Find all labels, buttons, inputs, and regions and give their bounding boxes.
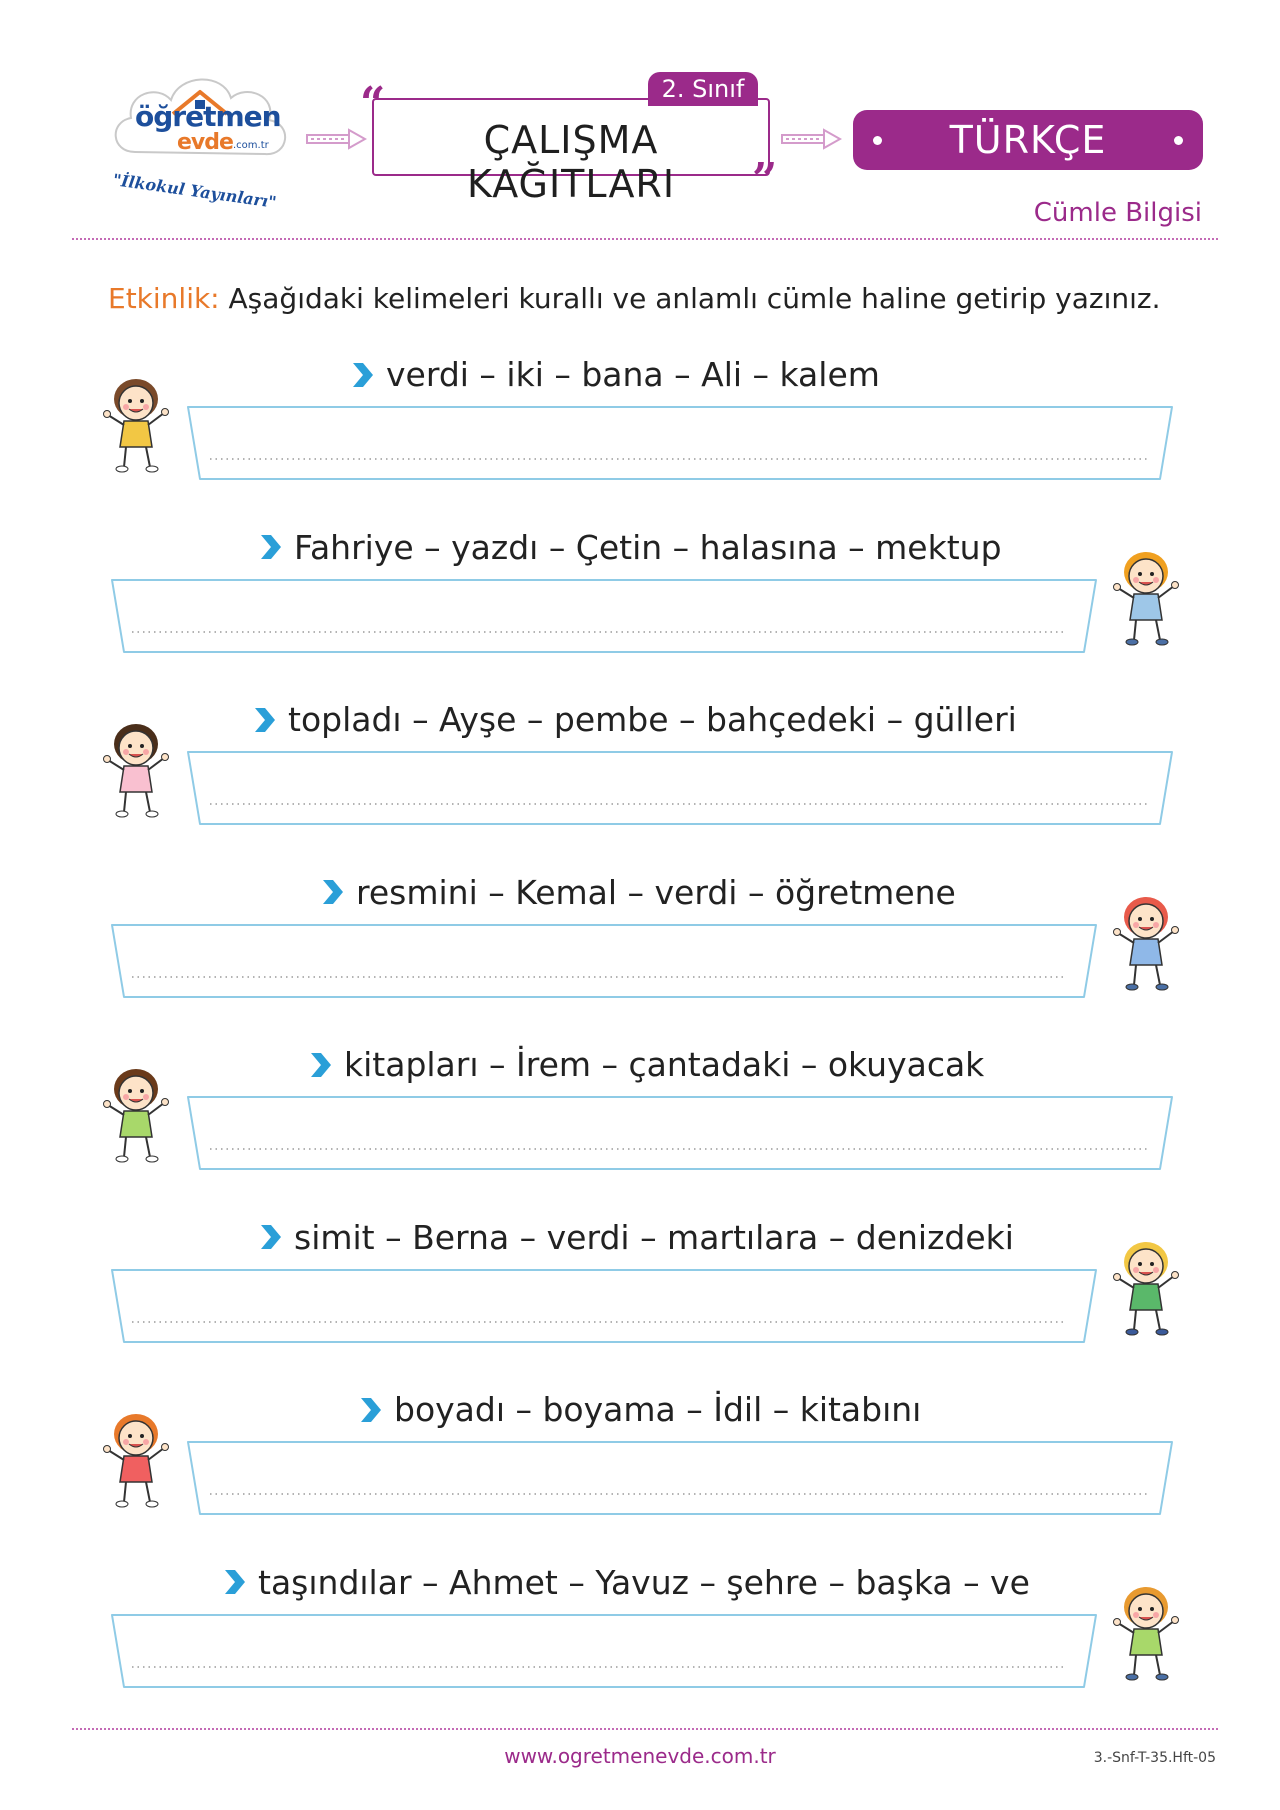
topic-label: Cümle Bilgisi xyxy=(1033,198,1202,228)
exercise-words xyxy=(320,873,956,912)
logo-brand-line1: öğretmen xyxy=(135,100,281,133)
answer-line[interactable] xyxy=(170,403,1180,483)
arrow-right-icon xyxy=(305,128,367,150)
subject-label: TÜRKÇE xyxy=(949,118,1107,162)
exercise-words xyxy=(350,355,880,394)
instruction-label: Etkinlik: xyxy=(108,282,220,315)
arrow-right-icon xyxy=(780,128,842,150)
child-illustration xyxy=(1106,1575,1186,1689)
answer-line[interactable] xyxy=(170,1093,1180,1173)
exercise-words xyxy=(258,1218,1014,1257)
exercise-words-text: taşındılar – Ahmet – Yavuz – şehre – başka – ve xyxy=(258,1562,1030,1602)
child-illustration xyxy=(1106,540,1186,654)
answer-line[interactable] xyxy=(104,1611,1114,1691)
chevron-right-icon xyxy=(252,705,278,735)
exercise-words-text: verdi – iki – bana – Ali – kalem xyxy=(386,355,880,394)
chevron-right-icon xyxy=(258,532,284,562)
exercise-words xyxy=(358,1390,921,1429)
chevron-right-icon xyxy=(358,1395,384,1425)
chevron-right-icon xyxy=(258,1222,284,1252)
chevron-right-icon xyxy=(222,1567,248,1597)
chevron-right-icon xyxy=(308,1050,334,1080)
instruction xyxy=(108,282,1161,315)
quote-open-mark: “ xyxy=(360,78,386,129)
logo-brand-line2: evde xyxy=(177,130,233,155)
divider-top xyxy=(72,238,1218,240)
title-box xyxy=(372,98,770,206)
exercise-words-text: simit – Berna – verdi – martılara – denizdeki xyxy=(294,1217,1014,1257)
chevron-right-icon xyxy=(350,360,376,390)
answer-line[interactable] xyxy=(170,1438,1180,1518)
exercise-words-text: resmini – Kemal – verdi – öğretmene xyxy=(356,872,956,912)
exercise-words-text: topladı – Ayşe – pembe – bahçedeki – gülleri xyxy=(288,700,1017,739)
grade-badge: 2. Sınıf xyxy=(648,72,758,106)
instruction-text: Aşağıdaki kelimeleri kurallı ve anlamlı cümle haline getirip yazınız. xyxy=(228,282,1161,315)
logo-brand-domain: .com.tr xyxy=(233,140,269,151)
page-title: ÇALIŞMA KAĞITLARI xyxy=(466,118,676,206)
exercise-words-text: kitapları – İrem – çantadaki – okuyacak xyxy=(344,1045,985,1084)
child-illustration xyxy=(96,1057,176,1171)
logo-tagline: "İlkokul Yayınları" xyxy=(111,170,278,212)
answer-line[interactable] xyxy=(104,921,1114,1001)
exercise-words-text: Fahriye – yazdı – Çetin – halasına – mektup xyxy=(294,527,1002,567)
exercise-words xyxy=(308,1045,984,1084)
child-illustration xyxy=(1106,885,1186,999)
divider-bottom xyxy=(72,1728,1218,1730)
quote-close-mark: ” xyxy=(752,154,778,205)
footer-url[interactable]: www.ogretmenevde.com.tr xyxy=(504,1744,776,1768)
answer-line[interactable] xyxy=(170,748,1180,828)
child-illustration xyxy=(96,367,176,481)
answer-line[interactable] xyxy=(104,576,1114,656)
child-illustration xyxy=(1106,1230,1186,1344)
exercise-words xyxy=(258,528,1002,567)
bullet-dot xyxy=(873,136,882,145)
exercise-words xyxy=(252,700,1017,739)
child-illustration xyxy=(96,712,176,826)
child-illustration xyxy=(96,1402,176,1516)
exercise-words xyxy=(222,1563,1030,1602)
bullet-dot xyxy=(1174,136,1183,145)
chevron-right-icon xyxy=(320,877,346,907)
exercise-words-text: boyadı – boyama – İdil – kitabını xyxy=(394,1390,922,1429)
subject-badge xyxy=(853,110,1203,170)
publisher-logo xyxy=(105,60,295,210)
footer-code: 3.-Snf-T-35.Hft-05 xyxy=(1093,1750,1216,1766)
answer-line[interactable] xyxy=(104,1266,1114,1346)
